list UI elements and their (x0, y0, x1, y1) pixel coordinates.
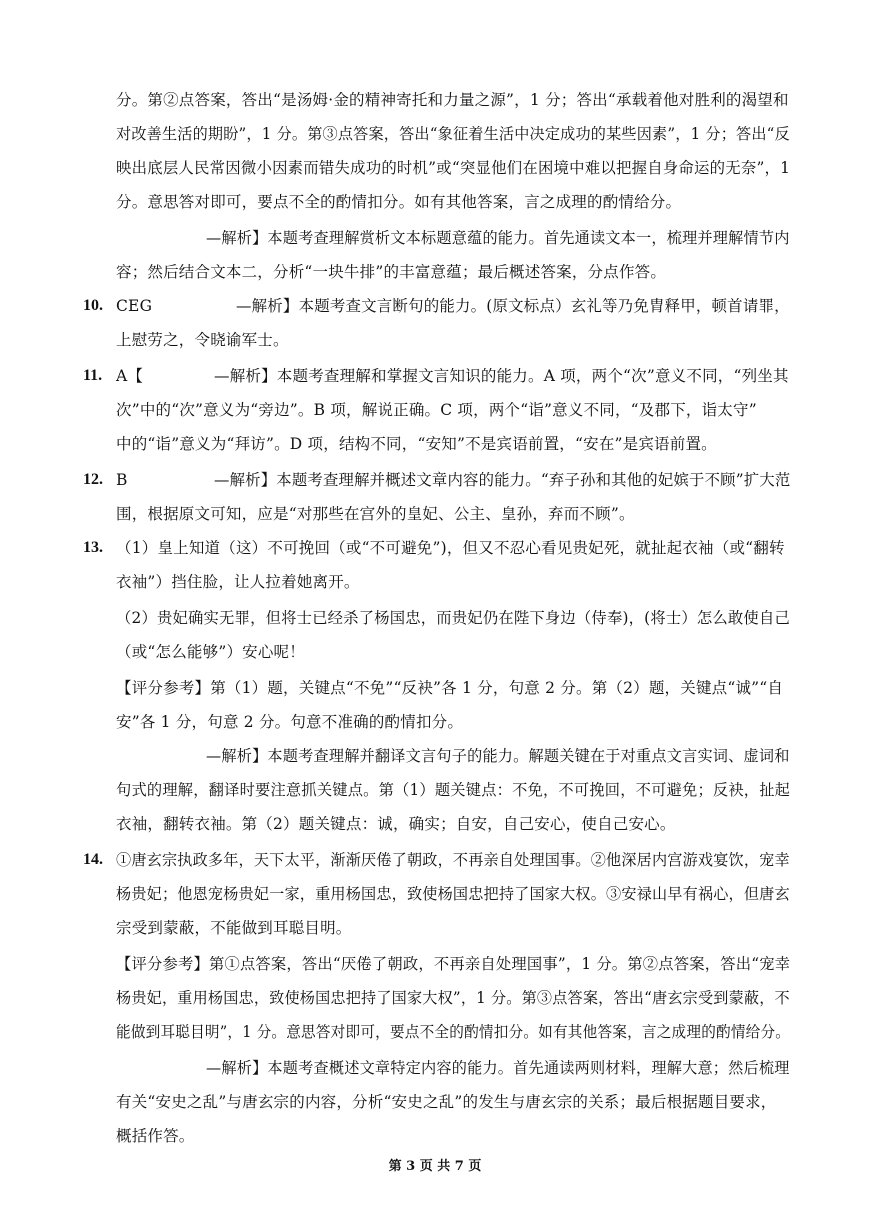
question-number: 13. (83, 539, 103, 556)
answer-key: CEG (116, 297, 153, 315)
analysis-line: 围，根据原文可知，应是“对那些在宫外的皇妃、公主、皇孙，弃而不顾”。 (116, 505, 635, 523)
text-line: 衣袖”）挡住脸，让人拉着她离开。 (116, 573, 360, 591)
text-line: （2）贵妃确实无罪，但将士已经杀了杨国忠，而贵妃仍在陛下身边（侍奉)，(将士）怎么敢使自己 (116, 609, 790, 627)
answer-key: B (116, 471, 128, 489)
scoring-line: 杨贵妃，重用杨国忠，致使杨国忠把持了国家大权”，1 分。第③点答案，答出“唐玄宗受到蒙蔽，不 (116, 989, 790, 1007)
text-line: 映出底层人民常因微小因素而错失成功的时机”或“突显他们在困境中难以把握自身命运的无奈”，1 (116, 159, 791, 177)
analysis-line: 有关“安史之乱”与唐玄宗的内容，分析“安史之乱”的发生与唐玄宗的关系；最后根据题目要求， (116, 1093, 777, 1111)
text-line: 杨贵妃；他恩宠杨贵妃一家，重用杨国忠，致使杨国忠把持了国家大权。③安禄山早有祸心，但唐玄 (116, 885, 790, 903)
analysis-line: 概括作答。 (116, 1127, 195, 1145)
question-number: 11. (83, 367, 103, 384)
analysis-line: 句式的理解，翻译时要注意抓关键点。第（1）题关键点：不免，不可挽回，不可避免；反袂，扯起 (116, 781, 791, 799)
analysis-line: —解析】本题考查理解并翻译文言句子的能力。解题关键在于对重点文言实词、虚词和 (206, 747, 790, 765)
analysis-line: 中的“诣”意义为“拜访”。D 项，结构不同，“安知”不是宾语前置，“安在”是宾语前置。 (116, 435, 717, 453)
text-line: ①唐玄宗执政多年，天下太平，渐渐厌倦了朝政，不再亲自处理国事。②他深居内宫游戏宴饮，宠幸 (116, 851, 790, 869)
scoring-line: 【评分参考】第（1）题，关键点“不免”“反袂”各 1 分，句意 2 分。第（2）题，关键点“诚”“自 (116, 679, 784, 697)
answer-key: A【 (116, 367, 144, 385)
text-line: 对改善生活的期盼”，1 分。第③点答案，答出“象征着生活中决定成功的某些因素”，1 分；答出“反 (116, 125, 790, 143)
analysis-line: —解析】本题考查文言断句的能力。(原文标点）玄礼等乃免胄释甲，顿首请罪， (236, 297, 790, 315)
analysis-line: —解析】本题考查理解并概述文章内容的能力。“弃子孙和其他的妃嫔于不顾”扩大范 (214, 471, 791, 489)
text-line: 分。第②点答案，答出“是汤姆·金的精神寄托和力量之源”，1 分；答出“承载着他对胜利的渴望和 (116, 91, 789, 109)
question-number: 14. (83, 851, 103, 868)
scoring-line: 【评分参考】第①点答案，答出“厌倦了朝政，不再亲自处理国事”，1 分。第②点答案，答出“宠幸 (116, 955, 791, 973)
text-line: （或“怎么能够”）安心呢！ (116, 643, 305, 661)
analysis-line: —解析】本题考查概述文章特定内容的能力。首先通读两则材料，理解大意；然后梳理 (206, 1059, 790, 1077)
analysis-line: 次”中的“次”意义为“旁边”。B 项，解说正确。C 项，两个“诣”意义不同，“及郡下，诣太守” (116, 401, 757, 419)
text-line: 分。意思答对即可，要点不全的酌情扣分。如有其他答案，言之成理的酌情给分。 (116, 193, 682, 211)
question-number: 10. (83, 297, 103, 314)
page-footer: 第 3 页 共 7 页 (388, 1159, 482, 1174)
analysis-line: —解析】本题考查理解赏析文本标题意蕴的能力。首先通读文本一，梳理并理解情节内 (206, 229, 790, 247)
analysis-line: 容；然后结合文本二，分析“一块牛排”的丰富意蕴；最后概述答案，分点作答。 (116, 263, 667, 281)
scoring-line: 安”各 1 分，句意 2 分。句意不准确的酌情扣分。 (116, 713, 464, 731)
question-number: 12. (83, 471, 103, 488)
text-line: 宗受到蒙蔽，不能做到耳聪目明。 (116, 919, 352, 937)
analysis-line: 上慰劳之，令晓谕军士。 (116, 331, 289, 349)
analysis-line: —解析】本题考查理解和掌握文言知识的能力。A 项，两个“次”意义不同，“列坐其 (214, 367, 789, 385)
analysis-line: 衣袖，翻转衣袖。第（2）题关键点：诚，确实；自安，自己安心，使自己安心。 (116, 815, 676, 833)
scoring-line: 能做到耳聪目明”，1 分。意思答对即可，要点不全的酌情扣分。如有其他答案，言之成理的酌情给分。 (116, 1023, 791, 1041)
text-line: （1）皇上知道（这）不可挽回（或“不可避免”)，但又不忍心看见贵妃死，就扯起衣袖（或“翻转 (116, 539, 785, 557)
